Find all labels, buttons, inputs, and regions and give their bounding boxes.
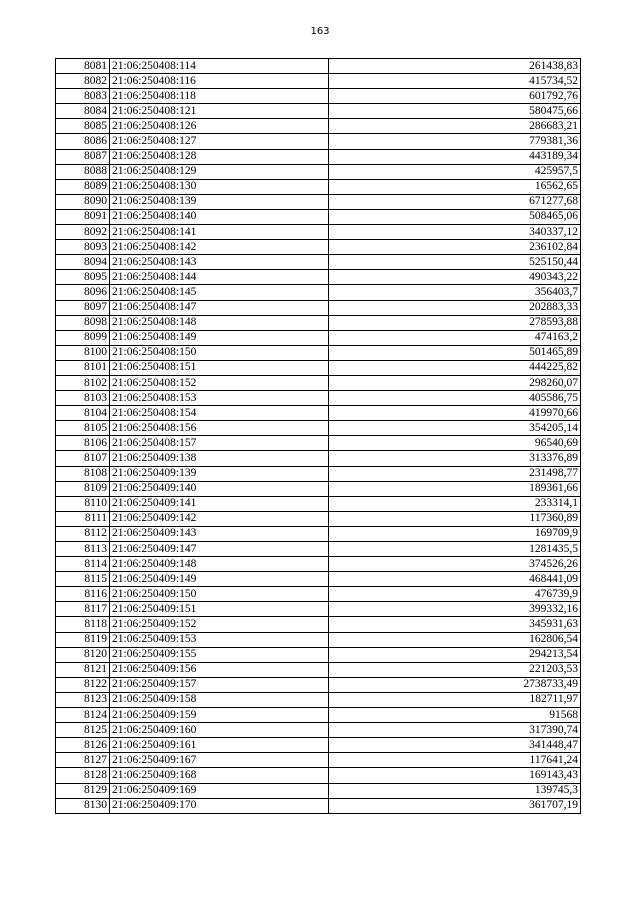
cadastral-number-cell: 21:06:250408:157	[110, 436, 329, 451]
value-cell: 508465,06	[329, 209, 581, 224]
row-number-cell: 8082	[56, 74, 110, 89]
value-cell: 779381,36	[329, 134, 581, 149]
cadastral-number-cell: 21:06:250409:159	[110, 708, 329, 723]
cadastral-number-cell: 21:06:250408:154	[110, 406, 329, 421]
table-row	[56, 345, 581, 360]
table-row	[56, 798, 581, 813]
row-number-cell: 8101	[56, 360, 110, 375]
cadastral-number-cell: 21:06:250409:169	[110, 783, 329, 798]
value-cell: 189361,66	[329, 481, 581, 496]
table-row	[56, 360, 581, 375]
value-cell: 221203,53	[329, 662, 581, 677]
value-cell: 117641,24	[329, 753, 581, 768]
value-cell: 671277,68	[329, 194, 581, 209]
table-row	[56, 708, 581, 723]
row-number-cell: 8109	[56, 481, 110, 496]
table-row	[56, 436, 581, 451]
cadastral-number-cell: 21:06:250409:168	[110, 768, 329, 783]
cadastral-number-cell: 21:06:250409:142	[110, 511, 329, 526]
value-cell: 117360,89	[329, 511, 581, 526]
cadastral-value-table	[55, 58, 581, 814]
row-number-cell: 8090	[56, 194, 110, 209]
table-row	[56, 285, 581, 300]
table-row	[56, 753, 581, 768]
value-cell: 278593,88	[329, 315, 581, 330]
table-row	[56, 572, 581, 587]
row-number-cell: 8088	[56, 164, 110, 179]
table-row	[56, 315, 581, 330]
cadastral-number-cell: 21:06:250408:145	[110, 285, 329, 300]
row-number-cell: 8120	[56, 647, 110, 662]
cadastral-number-cell: 21:06:250409:156	[110, 662, 329, 677]
cadastral-number-cell: 21:06:250408:143	[110, 255, 329, 270]
value-cell: 294213,54	[329, 647, 581, 662]
cadastral-number-cell: 21:06:250408:140	[110, 209, 329, 224]
cadastral-number-cell: 21:06:250409:158	[110, 692, 329, 707]
value-cell: 361707,19	[329, 798, 581, 813]
value-cell: 231498,77	[329, 466, 581, 481]
cadastral-number-cell: 21:06:250409:148	[110, 557, 329, 572]
row-number-cell: 8085	[56, 119, 110, 134]
row-number-cell: 8105	[56, 421, 110, 436]
value-cell: 468441,09	[329, 572, 581, 587]
value-cell: 405586,75	[329, 391, 581, 406]
cadastral-number-cell: 21:06:250409:161	[110, 738, 329, 753]
cadastral-number-cell: 21:06:250408:114	[110, 59, 329, 74]
row-number-cell: 8083	[56, 89, 110, 104]
value-cell: 580475,66	[329, 104, 581, 119]
cadastral-number-cell: 21:06:250408:153	[110, 391, 329, 406]
row-number-cell: 8129	[56, 783, 110, 798]
value-cell: 490343,22	[329, 270, 581, 285]
cadastral-number-cell: 21:06:250408:130	[110, 179, 329, 194]
table-row	[56, 179, 581, 194]
value-cell: 415734,52	[329, 74, 581, 89]
row-number-cell: 8125	[56, 723, 110, 738]
row-number-cell: 8115	[56, 572, 110, 587]
row-number-cell: 8111	[56, 511, 110, 526]
cadastral-number-cell: 21:06:250408:147	[110, 300, 329, 315]
table-row	[56, 270, 581, 285]
table-row	[56, 662, 581, 677]
cadastral-number-cell: 21:06:250409:147	[110, 542, 329, 557]
table-row	[56, 466, 581, 481]
table-row	[56, 330, 581, 345]
cadastral-number-cell: 21:06:250408:141	[110, 225, 329, 240]
value-cell: 236102,84	[329, 240, 581, 255]
cadastral-number-cell: 21:06:250408:144	[110, 270, 329, 285]
value-cell: 182711,97	[329, 692, 581, 707]
row-number-cell: 8118	[56, 617, 110, 632]
row-number-cell: 8091	[56, 209, 110, 224]
row-number-cell: 8113	[56, 542, 110, 557]
table-row	[56, 149, 581, 164]
table-row	[56, 677, 581, 692]
row-number-cell: 8102	[56, 375, 110, 390]
cadastral-number-cell: 21:06:250409:138	[110, 451, 329, 466]
row-number-cell: 8114	[56, 557, 110, 572]
table-row	[56, 632, 581, 647]
table-row	[56, 647, 581, 662]
value-cell: 286683,21	[329, 119, 581, 134]
table-row	[56, 587, 581, 602]
row-number-cell: 8098	[56, 315, 110, 330]
value-cell: 340337,12	[329, 225, 581, 240]
cadastral-number-cell: 21:06:250409:157	[110, 677, 329, 692]
table-body	[56, 59, 581, 814]
cadastral-number-cell: 21:06:250409:160	[110, 723, 329, 738]
row-number-cell: 8094	[56, 255, 110, 270]
table-row	[56, 496, 581, 511]
value-cell: 139745,3	[329, 783, 581, 798]
value-cell: 341448,47	[329, 738, 581, 753]
row-number-cell: 8116	[56, 587, 110, 602]
row-number-cell: 8126	[56, 738, 110, 753]
cadastral-number-cell: 21:06:250409:155	[110, 647, 329, 662]
value-cell: 298260,07	[329, 375, 581, 390]
table-row	[56, 602, 581, 617]
cadastral-number-cell: 21:06:250408:142	[110, 240, 329, 255]
row-number-cell: 8093	[56, 240, 110, 255]
table-row	[56, 406, 581, 421]
table-row	[56, 451, 581, 466]
cadastral-number-cell: 21:06:250408:121	[110, 104, 329, 119]
row-number-cell: 8092	[56, 225, 110, 240]
row-number-cell: 8095	[56, 270, 110, 285]
value-cell: 345931,63	[329, 617, 581, 632]
cadastral-number-cell: 21:06:250408:126	[110, 119, 329, 134]
value-cell: 169709,9	[329, 526, 581, 541]
table-row	[56, 511, 581, 526]
table-row	[56, 300, 581, 315]
cadastral-number-cell: 21:06:250408:152	[110, 375, 329, 390]
row-number-cell: 8127	[56, 753, 110, 768]
value-cell: 443189,34	[329, 149, 581, 164]
table-row	[56, 738, 581, 753]
cadastral-number-cell: 21:06:250408:118	[110, 89, 329, 104]
value-cell: 374526,26	[329, 557, 581, 572]
table-row	[56, 421, 581, 436]
table-row	[56, 783, 581, 798]
value-cell: 476739,9	[329, 587, 581, 602]
row-number-cell: 8112	[56, 526, 110, 541]
cadastral-number-cell: 21:06:250408:139	[110, 194, 329, 209]
value-cell: 419970,66	[329, 406, 581, 421]
table-row	[56, 104, 581, 119]
row-number-cell: 8110	[56, 496, 110, 511]
cadastral-number-cell: 21:06:250408:129	[110, 164, 329, 179]
value-cell: 2738733,49	[329, 677, 581, 692]
row-number-cell: 8124	[56, 708, 110, 723]
cadastral-number-cell: 21:06:250409:151	[110, 602, 329, 617]
table-row	[56, 723, 581, 738]
row-number-cell: 8121	[56, 662, 110, 677]
page-number: 163	[310, 26, 330, 37]
row-number-cell: 8100	[56, 345, 110, 360]
value-cell: 525150,44	[329, 255, 581, 270]
cadastral-number-cell: 21:06:250409:141	[110, 496, 329, 511]
cadastral-number-cell: 21:06:250408:149	[110, 330, 329, 345]
value-cell: 444225,82	[329, 360, 581, 375]
cadastral-number-cell: 21:06:250408:156	[110, 421, 329, 436]
table-row	[56, 59, 581, 74]
table-row	[56, 526, 581, 541]
cadastral-number-cell: 21:06:250409:140	[110, 481, 329, 496]
value-cell: 425957,5	[329, 164, 581, 179]
cadastral-number-cell: 21:06:250409:153	[110, 632, 329, 647]
value-cell: 601792,76	[329, 89, 581, 104]
value-cell: 356403,7	[329, 285, 581, 300]
cadastral-number-cell: 21:06:250409:143	[110, 526, 329, 541]
table-row	[56, 375, 581, 390]
row-number-cell: 8108	[56, 466, 110, 481]
cadastral-number-cell: 21:06:250408:151	[110, 360, 329, 375]
cadastral-number-cell: 21:06:250409:149	[110, 572, 329, 587]
cadastral-number-cell: 21:06:250409:139	[110, 466, 329, 481]
cadastral-number-cell: 21:06:250408:150	[110, 345, 329, 360]
cadastral-number-cell: 21:06:250408:128	[110, 149, 329, 164]
cadastral-number-cell: 21:06:250409:152	[110, 617, 329, 632]
row-number-cell: 8106	[56, 436, 110, 451]
value-cell: 474163,2	[329, 330, 581, 345]
table-row	[56, 134, 581, 149]
value-cell: 354205,14	[329, 421, 581, 436]
table-row	[56, 391, 581, 406]
row-number-cell: 8103	[56, 391, 110, 406]
value-cell: 1281435,5	[329, 542, 581, 557]
row-number-cell: 8087	[56, 149, 110, 164]
value-cell: 233314,1	[329, 496, 581, 511]
value-cell: 96540,69	[329, 436, 581, 451]
value-cell: 317390,74	[329, 723, 581, 738]
table-row	[56, 240, 581, 255]
row-number-cell: 8117	[56, 602, 110, 617]
cadastral-number-cell: 21:06:250408:116	[110, 74, 329, 89]
table-row	[56, 617, 581, 632]
value-cell: 261438,83	[329, 59, 581, 74]
table-row	[56, 768, 581, 783]
value-cell: 16562,65	[329, 179, 581, 194]
value-cell: 169143,43	[329, 768, 581, 783]
table-row	[56, 255, 581, 270]
value-cell: 501465,89	[329, 345, 581, 360]
table-row	[56, 542, 581, 557]
table-row	[56, 89, 581, 104]
table-row	[56, 692, 581, 707]
cadastral-number-cell: 21:06:250408:127	[110, 134, 329, 149]
row-number-cell: 8104	[56, 406, 110, 421]
cadastral-number-cell: 21:06:250409:167	[110, 753, 329, 768]
row-number-cell: 8097	[56, 300, 110, 315]
row-number-cell: 8123	[56, 692, 110, 707]
value-cell: 91568	[329, 708, 581, 723]
row-number-cell: 8086	[56, 134, 110, 149]
cadastral-number-cell: 21:06:250409:150	[110, 587, 329, 602]
value-cell: 162806,54	[329, 632, 581, 647]
cadastral-number-cell: 21:06:250408:148	[110, 315, 329, 330]
table-row	[56, 557, 581, 572]
table-row	[56, 164, 581, 179]
row-number-cell: 8130	[56, 798, 110, 813]
value-cell: 313376,89	[329, 451, 581, 466]
table-row	[56, 209, 581, 224]
row-number-cell: 8096	[56, 285, 110, 300]
row-number-cell: 8099	[56, 330, 110, 345]
value-cell: 202883,33	[329, 300, 581, 315]
row-number-cell: 8119	[56, 632, 110, 647]
row-number-cell: 8089	[56, 179, 110, 194]
table-row	[56, 194, 581, 209]
row-number-cell: 8107	[56, 451, 110, 466]
row-number-cell: 8122	[56, 677, 110, 692]
value-cell: 399332,16	[329, 602, 581, 617]
row-number-cell: 8128	[56, 768, 110, 783]
table-row	[56, 119, 581, 134]
row-number-cell: 8084	[56, 104, 110, 119]
row-number-cell: 8081	[56, 59, 110, 74]
table-row	[56, 225, 581, 240]
table-row	[56, 481, 581, 496]
table-row	[56, 74, 581, 89]
cadastral-number-cell: 21:06:250409:170	[110, 798, 329, 813]
